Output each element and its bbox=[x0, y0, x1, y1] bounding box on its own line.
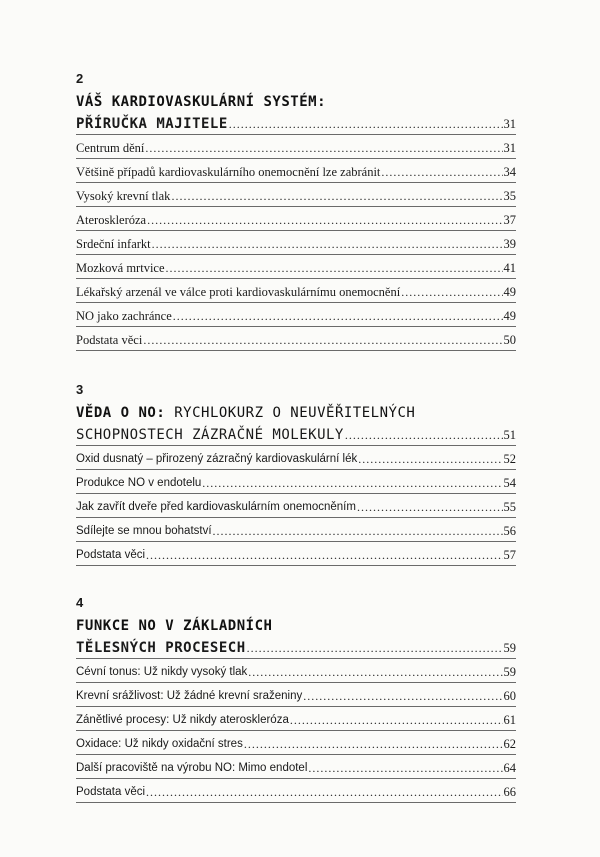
entry-title: Zánětlivé procesy: Už nikdy ateroskleróza bbox=[76, 714, 289, 726]
entry-title: Podstata věci bbox=[76, 333, 143, 347]
entry-title: Krevní srážlivost: Už žádné krevní sraženiny bbox=[76, 690, 303, 702]
page-number: 55 bbox=[503, 500, 516, 514]
page-number: 39 bbox=[503, 237, 516, 251]
leader-dots bbox=[401, 284, 502, 302]
chapter-title-bold: FUNKCE NO V ZÁKLADNÍCH bbox=[76, 618, 273, 634]
leader-dots bbox=[290, 712, 503, 730]
chapter-title-row[interactable] bbox=[76, 112, 516, 135]
chapter-title-line2: PŘÍRUČKA MAJITELE bbox=[76, 116, 228, 132]
toc-entry[interactable] bbox=[76, 159, 516, 183]
chapter-title-row[interactable] bbox=[76, 423, 516, 446]
chapter-title-bold: VÁŠ KARDIOVASKULÁRNÍ SYSTÉM: bbox=[76, 94, 327, 110]
chapter-title-line1 bbox=[76, 616, 516, 636]
entry-title: Vysoký krevní tlak bbox=[76, 189, 171, 203]
page-number: 61 bbox=[503, 713, 516, 727]
toc-entry[interactable] bbox=[76, 183, 516, 207]
leader-dots bbox=[229, 116, 503, 134]
toc-entry[interactable] bbox=[76, 470, 516, 494]
page-number: 34 bbox=[503, 165, 516, 179]
entry-title: Oxid dusnatý – přirozený zázračný kardiovaskulární lék bbox=[76, 453, 358, 465]
toc-entry[interactable] bbox=[76, 755, 516, 779]
leader-dots bbox=[166, 260, 503, 278]
leader-dots bbox=[145, 140, 502, 158]
leader-dots bbox=[152, 236, 503, 254]
leader-dots bbox=[146, 784, 502, 802]
page-number: 51 bbox=[503, 428, 516, 442]
page-number: 49 bbox=[503, 309, 516, 323]
toc-entry[interactable] bbox=[76, 707, 516, 731]
leader-dots bbox=[358, 451, 502, 469]
toc-entry[interactable] bbox=[76, 731, 516, 755]
entry-title: Produkce NO v endotelu bbox=[76, 477, 202, 489]
leader-dots bbox=[247, 640, 503, 658]
chapter-title-row[interactable] bbox=[76, 636, 516, 659]
chapter-title-line2: TĚLESNÝCH PROCESECH bbox=[76, 640, 246, 656]
toc-entry[interactable] bbox=[76, 303, 516, 327]
toc-entry[interactable] bbox=[76, 135, 516, 159]
page-number: 35 bbox=[503, 189, 516, 203]
leader-dots bbox=[308, 760, 502, 778]
chapter-3 bbox=[76, 381, 516, 566]
leader-dots bbox=[146, 547, 502, 565]
chapter-number: 2 bbox=[76, 71, 84, 86]
toc-entry[interactable] bbox=[76, 231, 516, 255]
entry-title: NO jako zachránce bbox=[76, 309, 172, 323]
leader-dots bbox=[202, 475, 502, 493]
page-number: 57 bbox=[503, 548, 516, 562]
page-number: 66 bbox=[503, 785, 516, 799]
entry-title: Centrum dění bbox=[76, 141, 145, 155]
toc-entry[interactable] bbox=[76, 518, 516, 542]
page-number: 56 bbox=[503, 524, 516, 538]
toc-entry[interactable] bbox=[76, 683, 516, 707]
toc-entry[interactable] bbox=[76, 446, 516, 470]
entry-title: Cévní tonus: Už nikdy vysoký tlak bbox=[76, 666, 248, 678]
toc-entry[interactable] bbox=[76, 779, 516, 803]
entry-title: Lékařský arzenál ve válce proti kardiovaskulárnímu onemocnění bbox=[76, 285, 401, 299]
page-number: 31 bbox=[503, 141, 516, 155]
leader-dots bbox=[381, 164, 502, 182]
chapter-number: 4 bbox=[76, 595, 84, 610]
page-number: 60 bbox=[503, 689, 516, 703]
page-number: 54 bbox=[503, 476, 516, 490]
toc-entry[interactable] bbox=[76, 327, 516, 351]
leader-dots bbox=[213, 523, 503, 541]
chapter-title-rest: RYCHLOKURZ O NEUVĚŘITELNÝCH bbox=[165, 405, 416, 421]
leader-dots bbox=[147, 212, 502, 230]
page-number: 52 bbox=[503, 452, 516, 466]
page-number: 59 bbox=[503, 641, 516, 655]
entry-title: Srdeční infarkt bbox=[76, 237, 151, 251]
page-number: 64 bbox=[503, 761, 516, 775]
entry-title: Oxidace: Už nikdy oxidační stres bbox=[76, 738, 243, 750]
entry-title: Sdílejte se mnou bohatství bbox=[76, 525, 212, 537]
page-number: 37 bbox=[503, 213, 516, 227]
chapter-title-line2: SCHOPNOSTECH ZÁZRAČNÉ MOLEKULY bbox=[76, 427, 344, 443]
chapter-title-line1 bbox=[76, 92, 516, 112]
page-number: 31 bbox=[503, 117, 516, 131]
leader-dots bbox=[248, 664, 502, 682]
leader-dots bbox=[345, 427, 503, 445]
toc-entry[interactable] bbox=[76, 207, 516, 231]
toc-entry[interactable] bbox=[76, 542, 516, 566]
toc-entry[interactable] bbox=[76, 255, 516, 279]
page-number: 62 bbox=[503, 737, 516, 751]
chapter-title-line1 bbox=[76, 403, 516, 423]
table-of-contents bbox=[76, 70, 516, 829]
toc-entry[interactable] bbox=[76, 659, 516, 683]
leader-dots bbox=[244, 736, 503, 754]
page-number: 50 bbox=[503, 333, 516, 347]
leader-dots bbox=[171, 188, 502, 206]
chapter-2 bbox=[76, 70, 516, 351]
entry-title: Podstata věci bbox=[76, 786, 146, 798]
page-number: 49 bbox=[503, 285, 516, 299]
entry-title: Ateroskleróza bbox=[76, 213, 147, 227]
entry-title: Většině případů kardiovaskulárního onemocnění lze zabránit bbox=[76, 165, 381, 179]
chapter-number: 3 bbox=[76, 382, 84, 397]
chapter-title-bold: VĚDA O NO: bbox=[76, 405, 166, 421]
leader-dots bbox=[357, 499, 503, 517]
toc-entry[interactable] bbox=[76, 494, 516, 518]
entry-title: Jak zavřít dveře před kardiovaskulárním onemocněním bbox=[76, 501, 356, 513]
entry-title: Další pracoviště na výrobu NO: Mimo endotel bbox=[76, 762, 308, 774]
leader-dots bbox=[173, 308, 503, 326]
entry-title: Mozková mrtvice bbox=[76, 261, 165, 275]
leader-dots bbox=[303, 688, 502, 706]
entry-title: Podstata věci bbox=[76, 549, 146, 561]
chapter-4 bbox=[76, 594, 516, 803]
toc-entry[interactable] bbox=[76, 279, 516, 303]
page-number: 41 bbox=[503, 261, 516, 275]
page-number: 59 bbox=[503, 665, 516, 679]
leader-dots bbox=[143, 332, 502, 350]
